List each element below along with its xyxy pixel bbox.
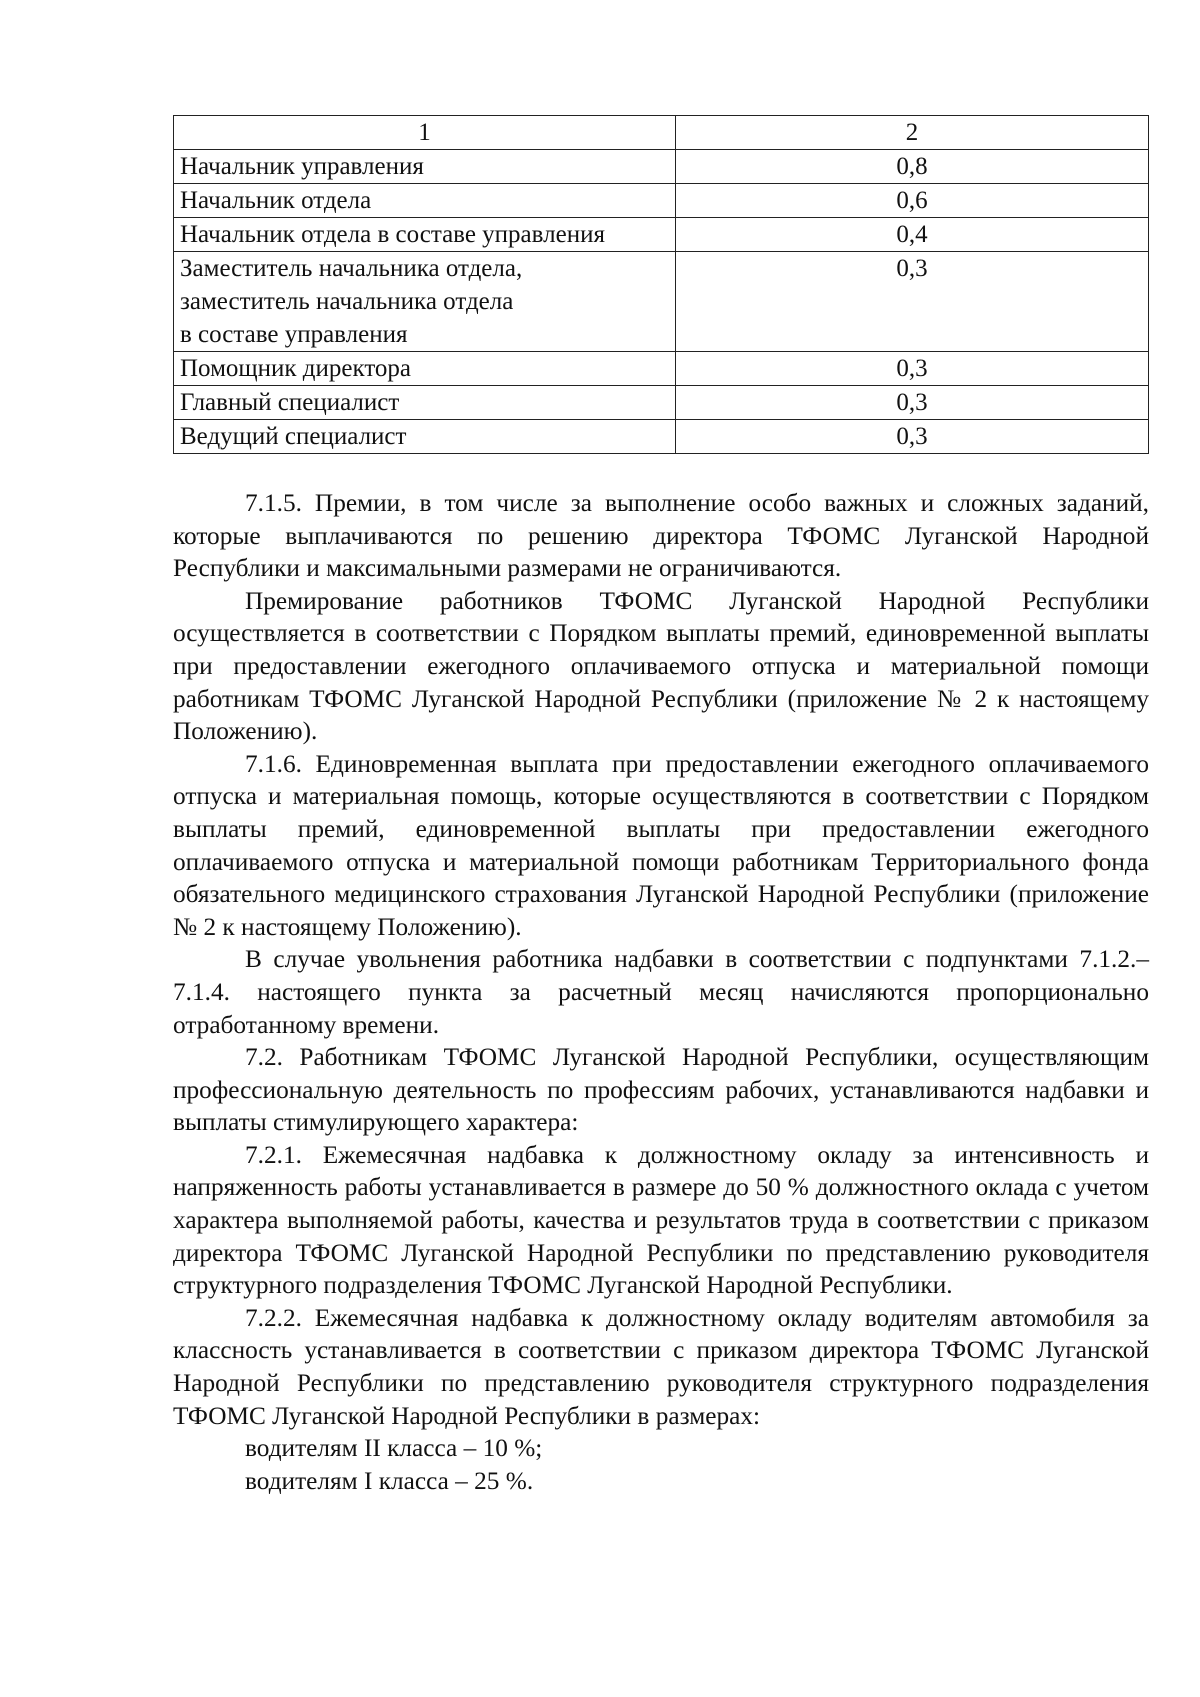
table-cell-value: 0,3 <box>676 352 1149 386</box>
table-row <box>174 420 1149 454</box>
table-row <box>174 150 1149 184</box>
table-cell-position <box>174 252 676 352</box>
table-row <box>174 184 1149 218</box>
table-cell-value: 0,6 <box>676 184 1149 218</box>
table-cell-value: 0,8 <box>676 150 1149 184</box>
table-row <box>174 218 1149 252</box>
table-cell-position-line: Заместитель начальника отдела, <box>180 255 523 282</box>
paragraph-7-2-1: 7.2.1. Ежемесячная надбавка к должностному окладу за интенсивность и напряженность работы устанавливается в размере до 50 % должностного оклада с учетом характера выполняемой работы, качества и результатов труда в соответствии с приказом директора ТФОМС Луганской Народной Республики по представлению руководителя структурного подразделения ТФОМС Луганской Народной Республики. <box>173 1140 1149 1300</box>
table-cell-position: Начальник отдела в составе управления <box>174 218 676 252</box>
paragraph-dismissal: В случае увольнения работника надбавки в соответствии с подпунктами 7.1.2.–7.1.4. настоящего пункта за расчетный месяц начисляются пропорционально отработанному времени. <box>173 945 1149 1039</box>
paragraph-7-2-2: 7.2.2. Ежемесячная надбавка к должностному окладу водителям автомобиля за классность устанавливается в соответствии с приказом директора ТФОМС Луганской Народной Республики по представлению руководителя структурного подразделения ТФОМС Луганской Народной Республики в размерах: <box>173 1303 1149 1430</box>
coefficient-table <box>173 115 1149 454</box>
table-cell-position-line: в составе управления <box>180 321 408 348</box>
table-cell-position: Главный специалист <box>174 386 676 420</box>
paragraph-7-1-5: 7.1.5. Премии, в том числе за выполнение особо важных и сложных заданий, которые выплачиваются по решению директора ТФОМС Луганской Народной Республики и максимальными размерами не ограничиваются. <box>173 489 1149 583</box>
list-item-class-2: водителям II класса – 10 %; <box>245 1434 543 1463</box>
document-body <box>173 487 1149 1497</box>
table-cell-position: Помощник директора <box>174 352 676 386</box>
paragraph-7-2: 7.2. Работникам ТФОМС Луганской Народной Республики, осуществляющим профессиональную деятельность по профессиям рабочих, устанавливаются надбавки и выплаты стимулирующего характера: <box>173 1043 1149 1137</box>
table-row <box>174 352 1149 386</box>
table-cell-value: 0,3 <box>676 386 1149 420</box>
table-cell-value: 0,4 <box>676 218 1149 252</box>
table-cell-position: Начальник отдела <box>174 184 676 218</box>
table-cell-position: Начальник управления <box>174 150 676 184</box>
table-header-col-2: 2 <box>676 116 1149 150</box>
table-cell-value: 0,3 <box>676 252 1149 352</box>
table-cell-position: Ведущий специалист <box>174 420 676 454</box>
table-header-col-1: 1 <box>174 116 676 150</box>
table-cell-position-line: заместитель начальника отдела <box>180 288 514 315</box>
table-header-row <box>174 116 1149 150</box>
paragraph-7-1-6: 7.1.6. Единовременная выплата при предоставлении ежегодного оплачиваемого отпуска и материальная помощь, которые осуществляются в соответствии с Порядком выплаты премий, единовременной выплаты при предоставлении ежегодного оплачиваемого отпуска и материальной помощи работникам Территориального фонда обязательного медицинского страхования Луганской Народной Республики (приложение № 2 к настоящему Положению). <box>173 749 1149 941</box>
paragraph-bonus-procedure: Премирование работников ТФОМС Луганской Народной Республики осуществляется в соответствии с Порядком выплаты премий, единовременной выплаты при предоставлении ежегодного оплачиваемого отпуска и материальной помощи работникам ТФОМС Луганской Народной Республики (приложение № 2 к настоящему Положению). <box>173 586 1149 746</box>
list-item-class-1: водителям I класса – 25 %. <box>245 1466 534 1495</box>
table-row <box>174 386 1149 420</box>
table-row <box>174 252 1149 352</box>
table-cell-value: 0,3 <box>676 420 1149 454</box>
